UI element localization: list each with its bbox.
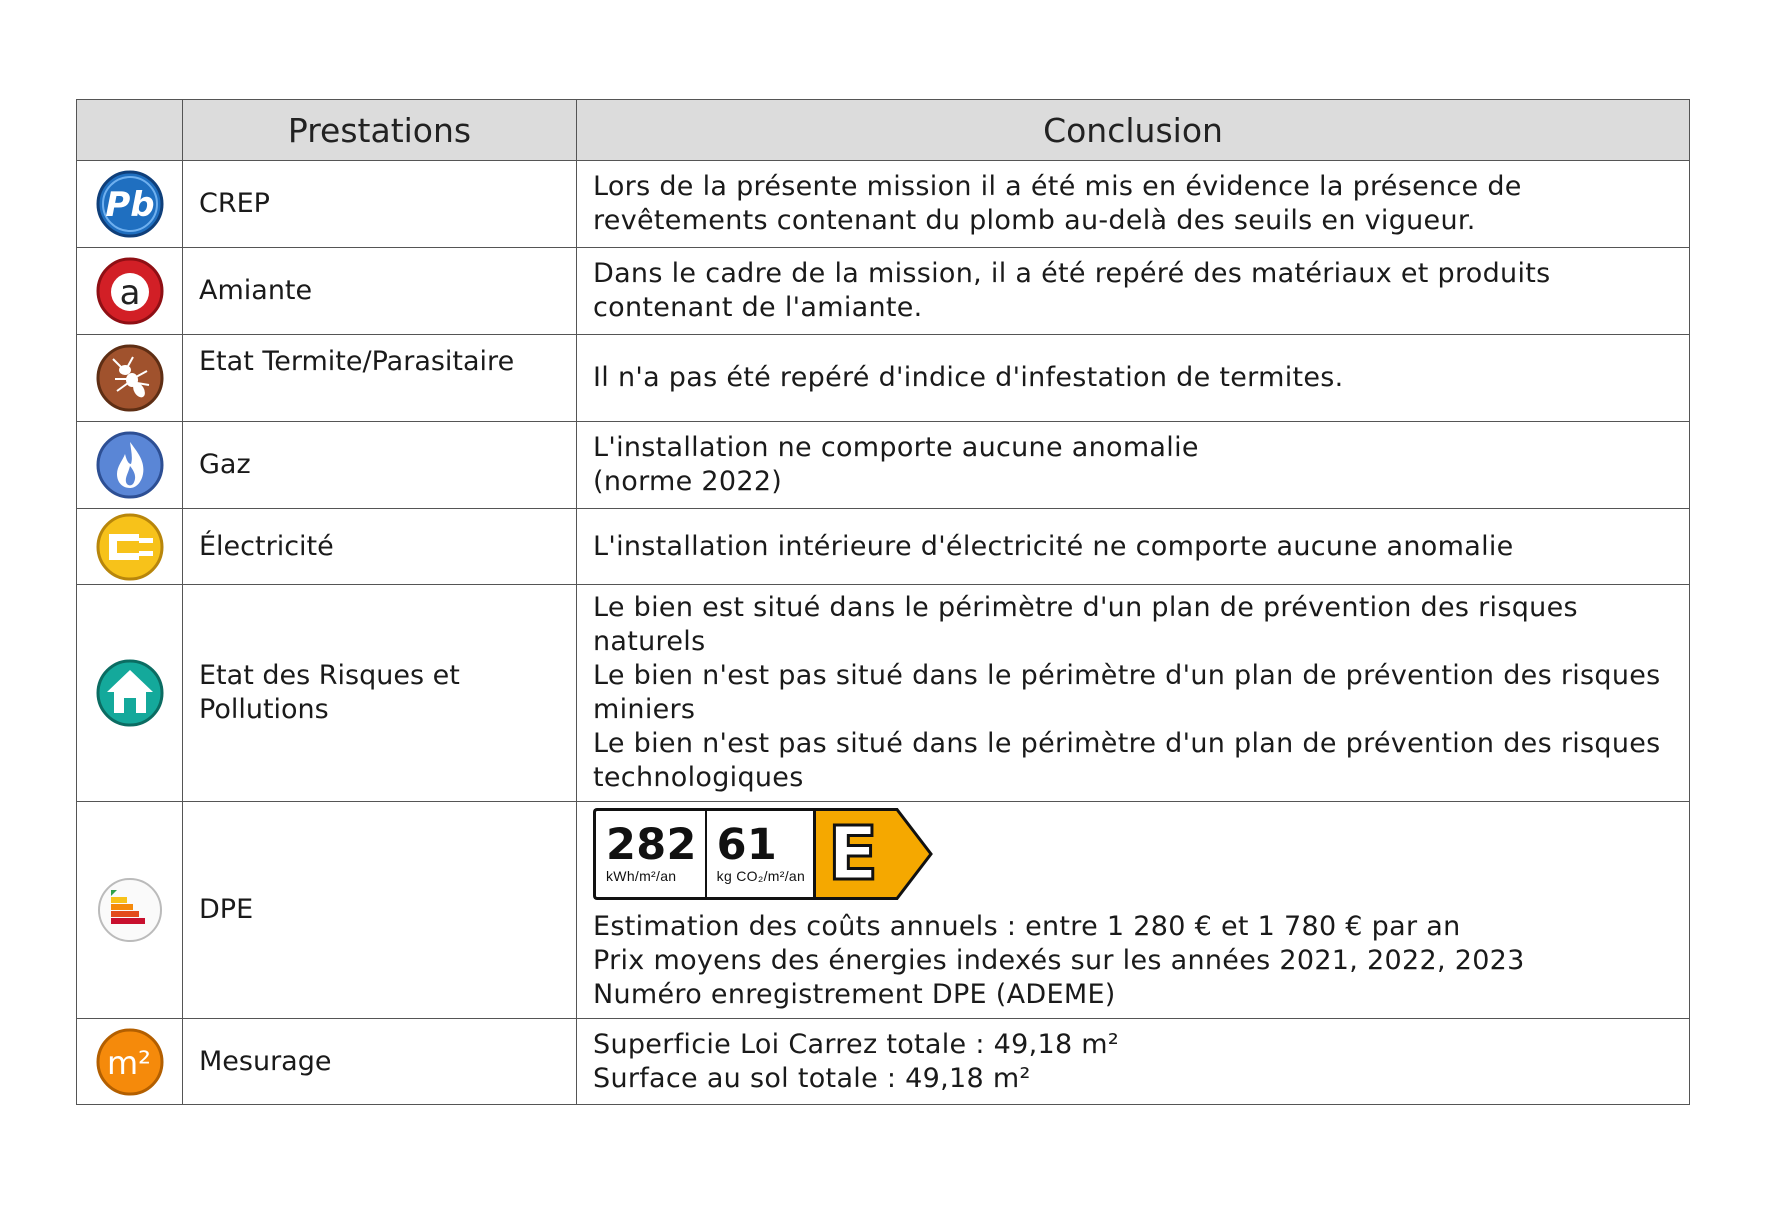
conclusion-text: 282 kWh/m²/an 61 kg CO₂/m²/an E Estimation des coûts annuels : entre 1 280 € et 1 780 € par an Prix moyens des énergies indexés sur les années 2021, 2022, 2023 Numéro enregistrement DPE (ADEME) xyxy=(577,802,1690,1019)
dpe-energy-value: 282 xyxy=(606,820,697,870)
header-conclusion: Conclusion xyxy=(577,100,1690,161)
dpe-energy-unit: kWh/m²/an xyxy=(606,868,677,884)
conclusion-text: L'installation ne comporte aucune anomalie (norme 2022) xyxy=(577,422,1690,509)
conclusion-text: Le bien est situé dans le périmètre d'un plan de prévention des risques naturels Le bien n'est pas situé dans le périmètre d'un plan de prévention des risques miniers Le bien n'est pas situé dans le périmètre d'un plan de prévention des risques technologiques xyxy=(577,585,1690,802)
table-row-amiante xyxy=(77,248,1690,335)
table-row-crep xyxy=(77,161,1690,248)
table-row-termites xyxy=(77,335,1690,422)
house-risk-icon xyxy=(95,658,165,728)
conclusion-text: Il n'a pas été repéré d'indice d'infestation de termites. xyxy=(577,335,1690,422)
conclusion-text: Lors de la présente mission il a été mis en évidence la présence de revêtements contenant du plomb au-delà des seuils en vigueur. xyxy=(577,161,1690,248)
conclusion-text: Superficie Loi Carrez totale : 49,18 m² Surface au sol totale : 49,18 m² xyxy=(577,1019,1690,1105)
prestation-name: Etat des Risques et Pollutions xyxy=(183,585,577,802)
dpe-label xyxy=(593,808,1673,900)
asbestos-a-icon xyxy=(95,256,165,326)
prestation-name: Mesurage xyxy=(183,1019,577,1105)
conclusion-text: Dans le cadre de la mission, il a été repéré des matériaux et produits contenant de l'amiante. xyxy=(577,248,1690,335)
gas-flame-icon xyxy=(95,430,165,500)
prestation-name: Électricité xyxy=(183,509,577,585)
dpe-class-arrow xyxy=(813,808,933,900)
dpe-values-box xyxy=(593,808,813,900)
svg-text:a: a xyxy=(119,273,140,313)
electric-plug-icon xyxy=(95,512,165,582)
table-row-dpe xyxy=(77,802,1690,1019)
diagnostics-summary-table xyxy=(76,99,1690,1105)
conclusion-text: L'installation intérieure d'électricité ne comporte aucune anomalie xyxy=(577,509,1690,585)
prestation-name: DPE xyxy=(183,802,577,1019)
dpe-co2-unit: kg CO₂/m²/an xyxy=(716,868,806,884)
table-row-risques xyxy=(77,585,1690,802)
table-row-mesurage xyxy=(77,1019,1690,1105)
dpe-class-letter: E xyxy=(827,811,879,897)
table-header-row xyxy=(77,100,1690,161)
prestation-name: CREP xyxy=(183,161,577,248)
dpe-energy-icon xyxy=(95,875,165,945)
header-prestations: Prestations xyxy=(183,100,577,161)
dpe-energy xyxy=(596,811,705,897)
dpe-co2 xyxy=(705,811,813,897)
table-row-electricite xyxy=(77,509,1690,585)
header-icon-cell xyxy=(77,100,183,161)
svg-text:m²: m² xyxy=(106,1043,151,1082)
termite-icon xyxy=(95,343,165,413)
prestation-name: Etat Termite/Parasitaire xyxy=(183,335,577,422)
dpe-co2-value: 61 xyxy=(716,820,778,870)
svg-text:Pb: Pb xyxy=(104,185,155,225)
prestation-name: Gaz xyxy=(183,422,577,509)
lead-pb-icon xyxy=(95,169,165,239)
prestation-name: Amiante xyxy=(183,248,577,335)
table-row-gaz xyxy=(77,422,1690,509)
m2-surface-icon xyxy=(95,1027,165,1097)
